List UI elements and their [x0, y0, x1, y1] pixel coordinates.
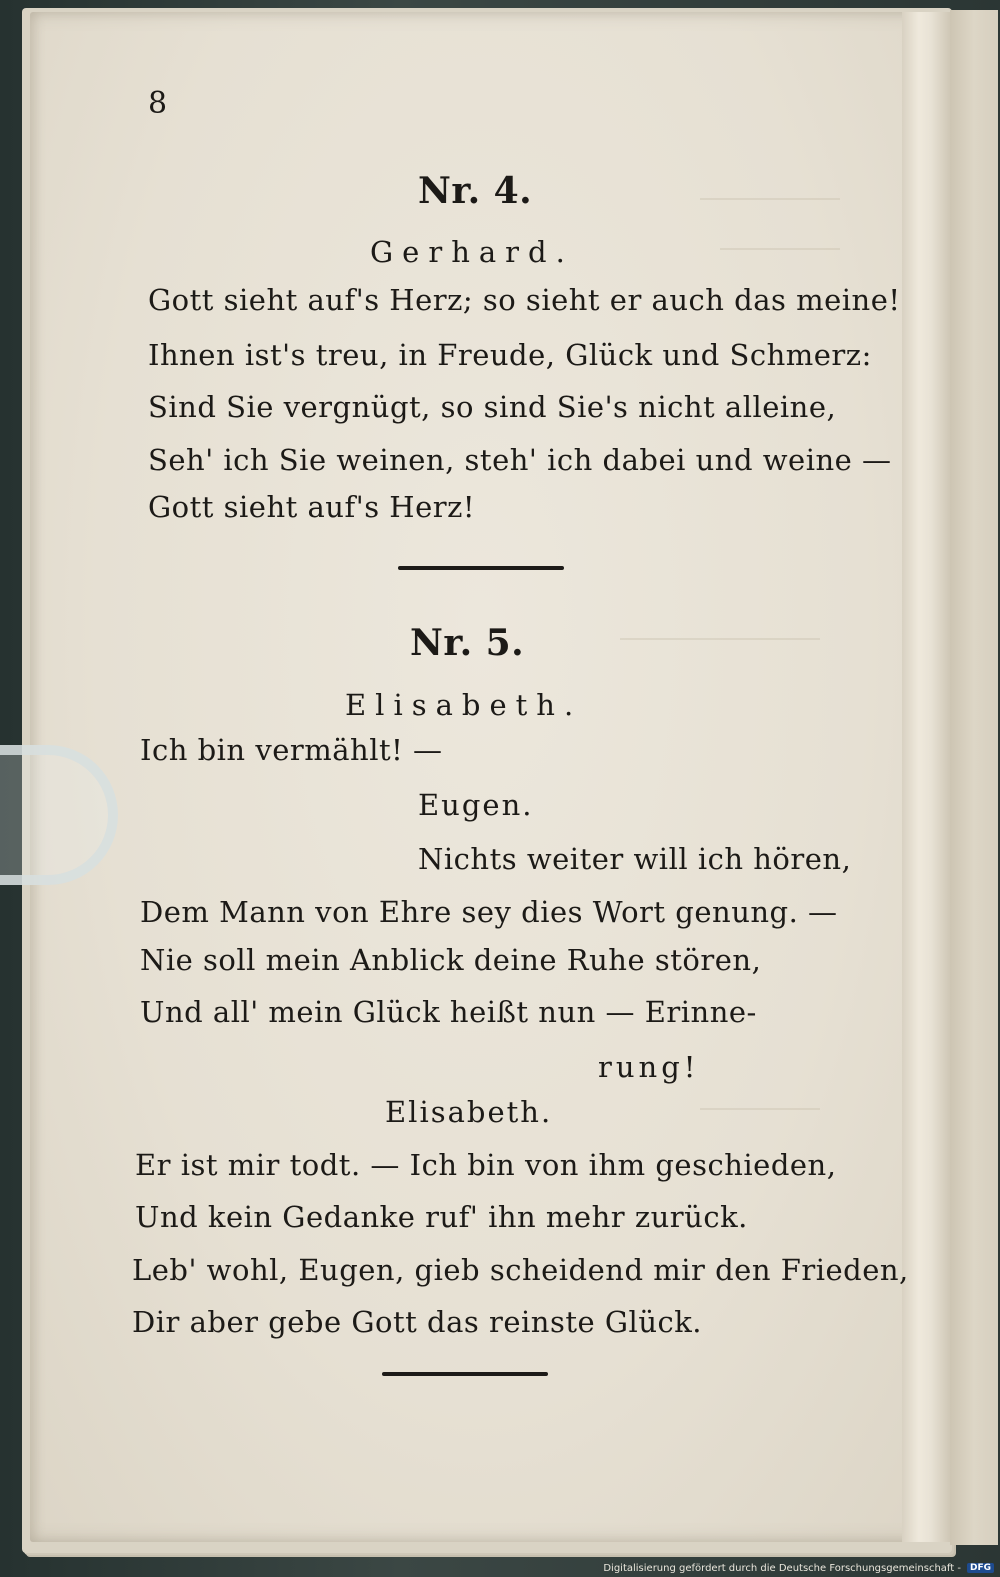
verse-line: Nichts weiter will ich hören, [418, 842, 852, 876]
section-4-speaker: Gerhard. [370, 235, 574, 269]
bleed-through-mark [620, 620, 820, 640]
verse-line: Gott sieht auf's Herz! [148, 490, 476, 524]
closing-divider [382, 1372, 548, 1376]
section-5-speaker-elisabeth-2: Elisabeth. [385, 1095, 553, 1129]
verse-line: Und all' mein Glück heißt nun — Erinne- [140, 995, 757, 1029]
bleed-through-mark [700, 1090, 820, 1110]
section-5-speaker-eugen: Eugen. [418, 788, 534, 822]
page-number: 8 [148, 86, 168, 121]
verse-line: Gott sieht auf's Herz; so sieht er auch das meine! [148, 283, 901, 317]
bleed-through-mark [720, 230, 840, 250]
verse-line: Ich bin vermählt! — [140, 733, 443, 767]
verse-line: Leb' wohl, Eugen, gieb scheidend mir den Frieden, [132, 1253, 909, 1287]
book-gutter [902, 12, 950, 1542]
bleed-through-mark [700, 180, 840, 200]
facing-page-edge [950, 10, 998, 1545]
section-5-speaker-elisabeth: Elisabeth. [345, 688, 583, 722]
section-5-heading: Nr. 5. [410, 622, 525, 664]
verse-line: Ihnen ist's treu, in Freude, Glück und Schmerz: [148, 338, 872, 372]
verse-line: Nie soll mein Anblick deine Ruhe stören, [140, 943, 762, 977]
section-divider [398, 566, 564, 570]
verse-line: rung! [598, 1050, 700, 1084]
verse-line: Und kein Gedanke ruf' ihn mehr zurück. [135, 1200, 748, 1234]
verse-line: Dem Mann von Ehre sey dies Wort genung. — [140, 895, 838, 929]
section-4-heading: Nr. 4. [418, 170, 533, 212]
digitization-footer [603, 1561, 994, 1575]
dfg-logo: DFG [967, 1563, 994, 1573]
footer-text: Digitalisierung gefördert durch die Deutsche Forschungsgemeinschaft - [603, 1562, 961, 1574]
verse-line: Seh' ich Sie weinen, steh' ich dabei und weine — [148, 443, 892, 477]
verse-line: Dir aber gebe Gott das reinste Glück. [132, 1305, 703, 1339]
verse-line: Er ist mir todt. — Ich bin von ihm geschieden, [135, 1148, 837, 1182]
verse-line: Sind Sie vergnügt, so sind Sie's nicht alleine, [148, 390, 837, 424]
